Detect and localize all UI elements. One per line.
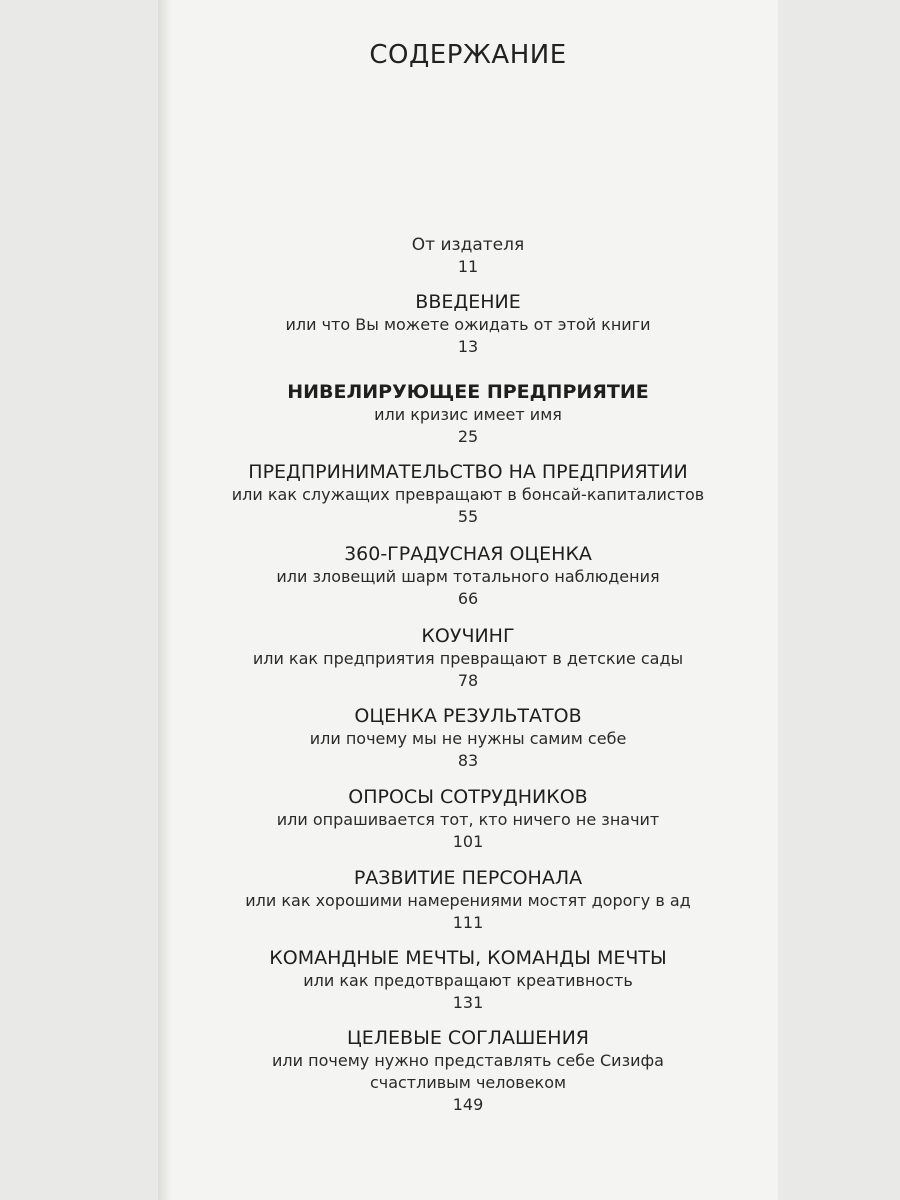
toc-entry-subtitle: или опрашивается тот, кто ничего не значит bbox=[276, 810, 660, 829]
book-page bbox=[158, 0, 778, 1200]
toc-entry-subtitle-line2: счастливым человеком bbox=[369, 1073, 567, 1092]
toc-entry-360-degree bbox=[158, 542, 778, 610]
toc-entry-introduction bbox=[158, 290, 778, 358]
toc-entry-subtitle: или зловещий шарм тотального наблюдения bbox=[276, 567, 660, 586]
toc-entry-heading: ОЦЕНКА РЕЗУЛЬТАТОВ bbox=[354, 705, 582, 727]
toc-entry-heading: КОУЧИНГ bbox=[421, 625, 515, 647]
toc-entry-page: 13 bbox=[457, 337, 479, 356]
toc-entry-staff-development bbox=[158, 866, 778, 934]
toc-entry-results-evaluation bbox=[158, 704, 778, 772]
toc-entry-subtitle: или почему нужно представлять себе Сизифа bbox=[272, 1051, 664, 1070]
toc-entry-heading: ВВЕДЕНИЕ bbox=[415, 291, 521, 313]
toc-entry-page: 25 bbox=[457, 427, 479, 446]
toc-entry-page: 149 bbox=[452, 1095, 484, 1114]
toc-entry-entrepreneurship bbox=[158, 460, 778, 528]
toc-entry-subtitle: или как служащих превращают в бонсай-капиталистов bbox=[231, 485, 705, 504]
toc-entry-page: 111 bbox=[452, 913, 484, 932]
toc-entry-subtitle: или как предприятия превращают в детские сады bbox=[252, 649, 684, 668]
toc-entry-subtitle: или как хорошими намерениями мостят дорогу в ад bbox=[245, 891, 691, 910]
toc-entry-team-dreams bbox=[158, 946, 778, 1014]
toc-entry-heading: 360-ГРАДУСНАЯ ОЦЕНКА bbox=[344, 543, 592, 565]
toc-entry-page: 66 bbox=[457, 589, 479, 608]
toc-entry-page: 101 bbox=[452, 832, 484, 851]
toc-entry-subtitle: или что Вы можете ожидать от этой книги bbox=[285, 315, 651, 334]
toc-entry-page: 131 bbox=[452, 993, 484, 1012]
toc-entry-page: 11 bbox=[457, 257, 479, 276]
toc-entry-leveling-enterprise bbox=[158, 380, 778, 448]
toc-entry-page: 78 bbox=[457, 671, 479, 690]
toc-entry-target-agreements bbox=[158, 1026, 778, 1116]
toc-entry-employee-surveys bbox=[158, 785, 778, 853]
toc-entry-page: 55 bbox=[457, 507, 479, 526]
toc-entry-publisher bbox=[158, 234, 778, 278]
toc-entry-heading: НИВЕЛИРУЮЩЕЕ ПРЕДПРИЯТИЕ bbox=[287, 381, 649, 403]
toc-entry-heading: КОМАНДНЫЕ МЕЧТЫ, КОМАНДЫ МЕЧТЫ bbox=[269, 947, 667, 969]
toc-entry-heading: ОПРОСЫ СОТРУДНИКОВ bbox=[348, 786, 588, 808]
toc-entry-heading: ЦЕЛЕВЫЕ СОГЛАШЕНИЯ bbox=[346, 1027, 589, 1049]
toc-entry-heading: От издателя bbox=[411, 235, 525, 255]
toc-entry-coaching bbox=[158, 624, 778, 692]
toc-entry-subtitle: или почему мы не нужны самим себе bbox=[309, 729, 627, 748]
toc-entry-subtitle: или кризис имеет имя bbox=[374, 405, 562, 424]
toc-entry-heading: РАЗВИТИЕ ПЕРСОНАЛА bbox=[353, 867, 583, 889]
toc-entry-heading: ПРЕДПРИНИМАТЕЛЬСТВО НА ПРЕДПРИЯТИИ bbox=[248, 461, 688, 483]
toc-entry-page: 83 bbox=[457, 751, 479, 770]
toc-entry-subtitle: или как предотвращают креативность bbox=[303, 971, 633, 990]
toc-title: СОДЕРЖАНИЕ bbox=[369, 40, 567, 70]
